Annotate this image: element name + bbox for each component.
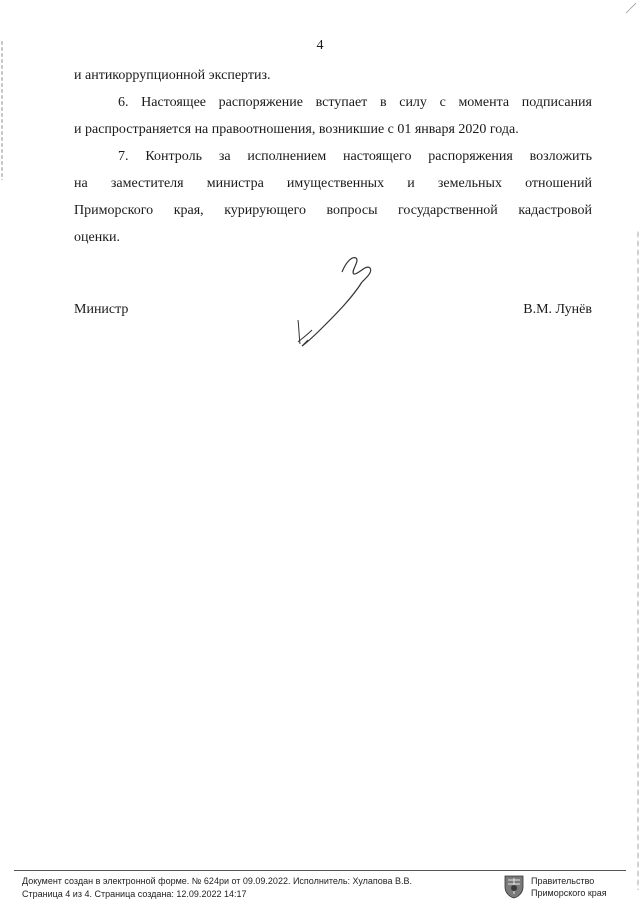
signer-title: Министр [74,302,129,317]
paragraph-7-line-3: Приморского края, курирующего вопросы государственной кадастровой [74,203,592,218]
paragraph-6-line-2: и распространяется на правоотношения, возникшие с 01 января 2020 года. [74,122,519,137]
signer-name: В.М. Лунёв [523,302,592,317]
footer-line-2: Страница 4 из 4. Страница создана: 12.09.2022 14:17 [22,889,247,899]
government-name-line-2: Приморского края [531,888,607,898]
paragraph-6-line-1: 6. Настоящее распоряжение вступает в силу с момента подписания [118,95,592,110]
footer-line-1: Документ создан в электронной форме. № 624ри от 09.09.2022. Исполнитель: Хулапова В.В. [22,876,412,886]
paragraph-7-line-4: оценки. [74,230,120,245]
coat-of-arms-icon [503,874,525,899]
footer-rule [14,870,626,871]
scan-dots-right [637,230,639,890]
corner-mark [625,2,637,14]
handwritten-signature [290,248,380,353]
page-number: 4 [316,38,324,53]
government-name-line-1: Правительство [531,876,595,886]
paragraph-7-line-1: 7. Контроль за исполнением настоящего распоряжения возложить [118,149,592,164]
body-line-1: и антикоррупционной экспертиз. [74,68,271,83]
scan-dots-left [1,40,3,180]
paragraph-7-line-2: на заместителя министра имущественных и земельных отношений [74,176,592,191]
